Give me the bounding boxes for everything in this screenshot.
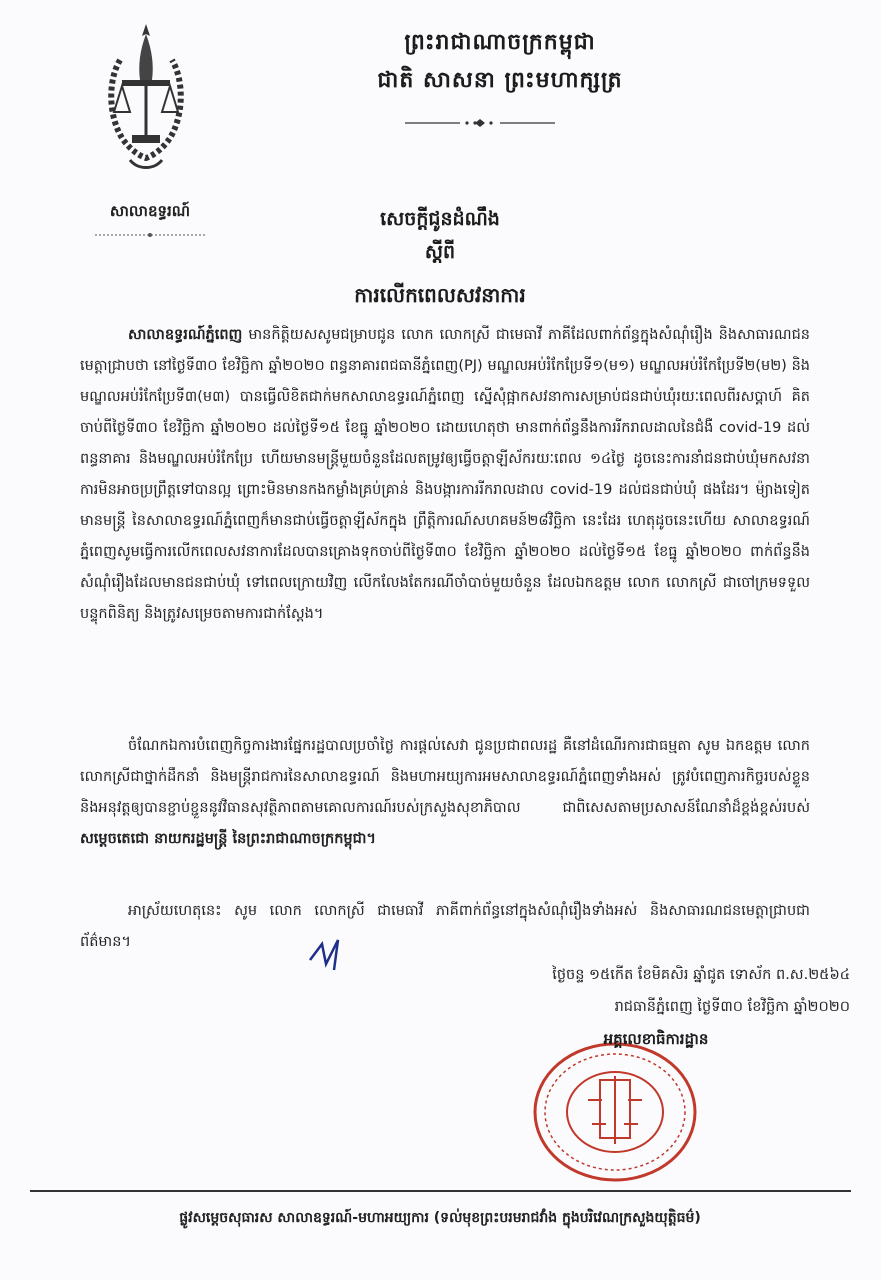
signing-authority: អគ្គលេខាធិការដ្ឋាន bbox=[603, 1030, 709, 1048]
paragraph-1 bbox=[80, 320, 810, 630]
notice-title: សេចក្ដីជូនដំណឹង bbox=[380, 208, 500, 230]
paragraph-2 bbox=[80, 731, 810, 855]
notice-subject: ការលើកពេលសវនាការ bbox=[354, 283, 526, 307]
lunar-date: ថ្ងៃចន្ទ ១៥កើត ខែមិគសិរ ឆ្នាំជូត ទោស័ក ព.ស.២៥៦៤ bbox=[552, 967, 850, 983]
national-motto: ជាតិ សាសនា ព្រះមហាក្សត្រ bbox=[377, 68, 623, 93]
court-name-underline bbox=[95, 232, 205, 238]
notice-about: ស្ដីពី bbox=[424, 241, 456, 263]
footer-divider bbox=[30, 1190, 851, 1192]
court-emblem-icon bbox=[100, 20, 192, 180]
place-and-date: រាជធានីភ្នំពេញ ថ្ងៃទី៣០ ខែវិច្ឆិកា ឆ្នាំ២០២០ bbox=[614, 999, 850, 1015]
paragraph-1-text: មានកិត្តិយសសូមជម្រាបជូន លោក លោកស្រី ជាមេធាវី ភាគីដែលពាក់ព័ន្ធក្នុងសំណុំរឿង និងសាធារណជនមេត្តាជ្រាបថា នៅថ្ងៃទី៣០ ខែវិច្ឆិកា ឆ្នាំ២០២០ ពន្ធនាគារពជធានីភ្នំពេញ(PJ) មណ្ឌលអប់រំកែប្រែទី១(ម១) មណ្ឌលអប់រំកែប្រែទី២(ម២) និងមណ្ឌលអប់រំកែប្រែទី៣(ម៣) បានធ្វើលិខិតជាក់មកសាលាឧទ្ធរណ៍ភ្នំពេញ ស្នើសុំផ្អាកសវនាការសម្រាប់ជនជាប់ឃុំរយៈពេលពីរសប្ដាហ៍ គិតចាប់ពីថ្ងៃទី៣០ ខែវិច្ឆិកា ឆ្នាំ២០២០ ដល់ថ្ងៃទី១៥ ខែធ្នូ ឆ្នាំ២០២០ ដោយហេតុថា មានពាក់ព័ន្ធនឹងការរីករាលដាលនៃជំងឺ covid-19 ដល់ពន្ធនាគារ និងមណ្ឌលអប់រំកែប្រែ ហើយមានមន្ត្រីមួយចំនួនដែលតម្រូវឲ្យធ្វើចត្តាឡីស័ករយៈពេល ១៤ថ្ងៃ ដូចនេះការនាំជនជាប់ឃុំមកសវនាការមិនអាចប្រព្រឹត្តទៅបានល្អ ព្រោះមិនមានកងកម្លាំងគ្រប់គ្រាន់ និងបង្ការការរីករាលដាល covid-19 ដល់ជនជាប់ឃុំ ផងដែរ។ ម៉្យាងទៀតមានមន្ត្រី នៃសាលាឧទ្ធរណ៍ភ្នំពេញក៏មានជាប់ធ្វើចត្តាឡីស័កក្នុង ព្រឹត្តិការណ៍សហគមន៍២៨វិច្ឆិកា នេះដែរ ហេតុដូចនេះហើយ សាលាឧទ្ធរណ៍ភ្នំពេញសូមធ្វើការលើកពេលសវនាការដែលបានគ្រោងទុកចាប់ពីថ្ងៃទី៣០ ខែវិច្ឆិកា ឆ្នាំ២០២០ ដល់ថ្ងៃទី១៥ ខែធ្នូ ឆ្នាំ២០២០ ពាក់ព័ន្ធនឹងសំណុំរឿងដែលមានជនជាប់ឃុំ ទៅពេលក្រោយវិញ លើកលែងតែករណីចាំបាច់មួយចំនួន ដែលឯកឧត្តម លោក លោកស្រី ជាចៅក្រមទទួលបន្ទុកពិនិត្យ និងត្រូវសម្រេចតាមការជាក់ស្ដែង។ bbox=[80, 327, 810, 622]
paragraph-3-text: អាស្រ័យហេតុនេះ សូម លោក លោកស្រី ជាមេធាវី ភាគីពាក់ព័ន្ធនៅក្នុងសំណុំរឿងទាំងអស់ និងសាធារណជនមេត្តាជ្រាបជាព័ត៌មាន។ bbox=[80, 903, 810, 950]
paragraph-1-lead: សាលាឧទ្ធរណ៍ភ្នំពេញ bbox=[128, 327, 243, 343]
initial-mark-icon bbox=[300, 930, 380, 980]
court-name: សាលាឧទ្ធរណ៍ bbox=[109, 202, 191, 220]
paragraph-2-text: ចំណែកឯការបំពេញកិច្ចការងារផ្នែករដ្ឋបាលប្រចាំថ្ងៃ ការផ្ដល់សេវា ជូនប្រជាពលរដ្ឋ គឺនៅដំណើរការជាធម្មតា សូម ឯកឧត្តម លោក លោកស្រីជាថ្នាក់ដឹកនាំ និងមន្ត្រីរាជការនៃសាលាឧទ្ធរណ៍ និងមហាអយ្យការអមសាលាឧទ្ធរណ៍ភ្នំពេញទាំងអស់ ត្រូវបំពេញភារកិច្ចរបស់ខ្លួន និងអនុវត្តឲ្យបានខ្ជាប់ខ្ជួននូវវិធានសុវត្ថិភាពតាមគោលការណ៍របស់ក្រសួងសុខាភិបាល ជាពិសេសតាមប្រសាសន៍ណែនាំដ៏ខ្ពង់ខ្ពស់របស់ bbox=[80, 738, 810, 816]
footer-address: ផ្លូវសម្ដេចសុធារស សាលាឧទ្ធរណ៍-មហាអយ្យការ (ទល់មុខព្រះបរមរាជវាំង ក្នុងបរិវេណក្រសួងយុត្តិធម៌) bbox=[179, 1210, 701, 1226]
kingdom-heading: ព្រះរាជាណាចក្រកម្ពុជា bbox=[404, 30, 596, 55]
ornament-divider-icon bbox=[405, 118, 555, 128]
paragraph-3 bbox=[80, 896, 810, 958]
official-stamp-icon bbox=[530, 1040, 700, 1185]
paragraph-2-tail: សម្ដេចតេជោ នាយករដ្ឋមន្ត្រី នៃព្រះរាជាណាចក្រកម្ពុជា។ bbox=[80, 831, 376, 847]
